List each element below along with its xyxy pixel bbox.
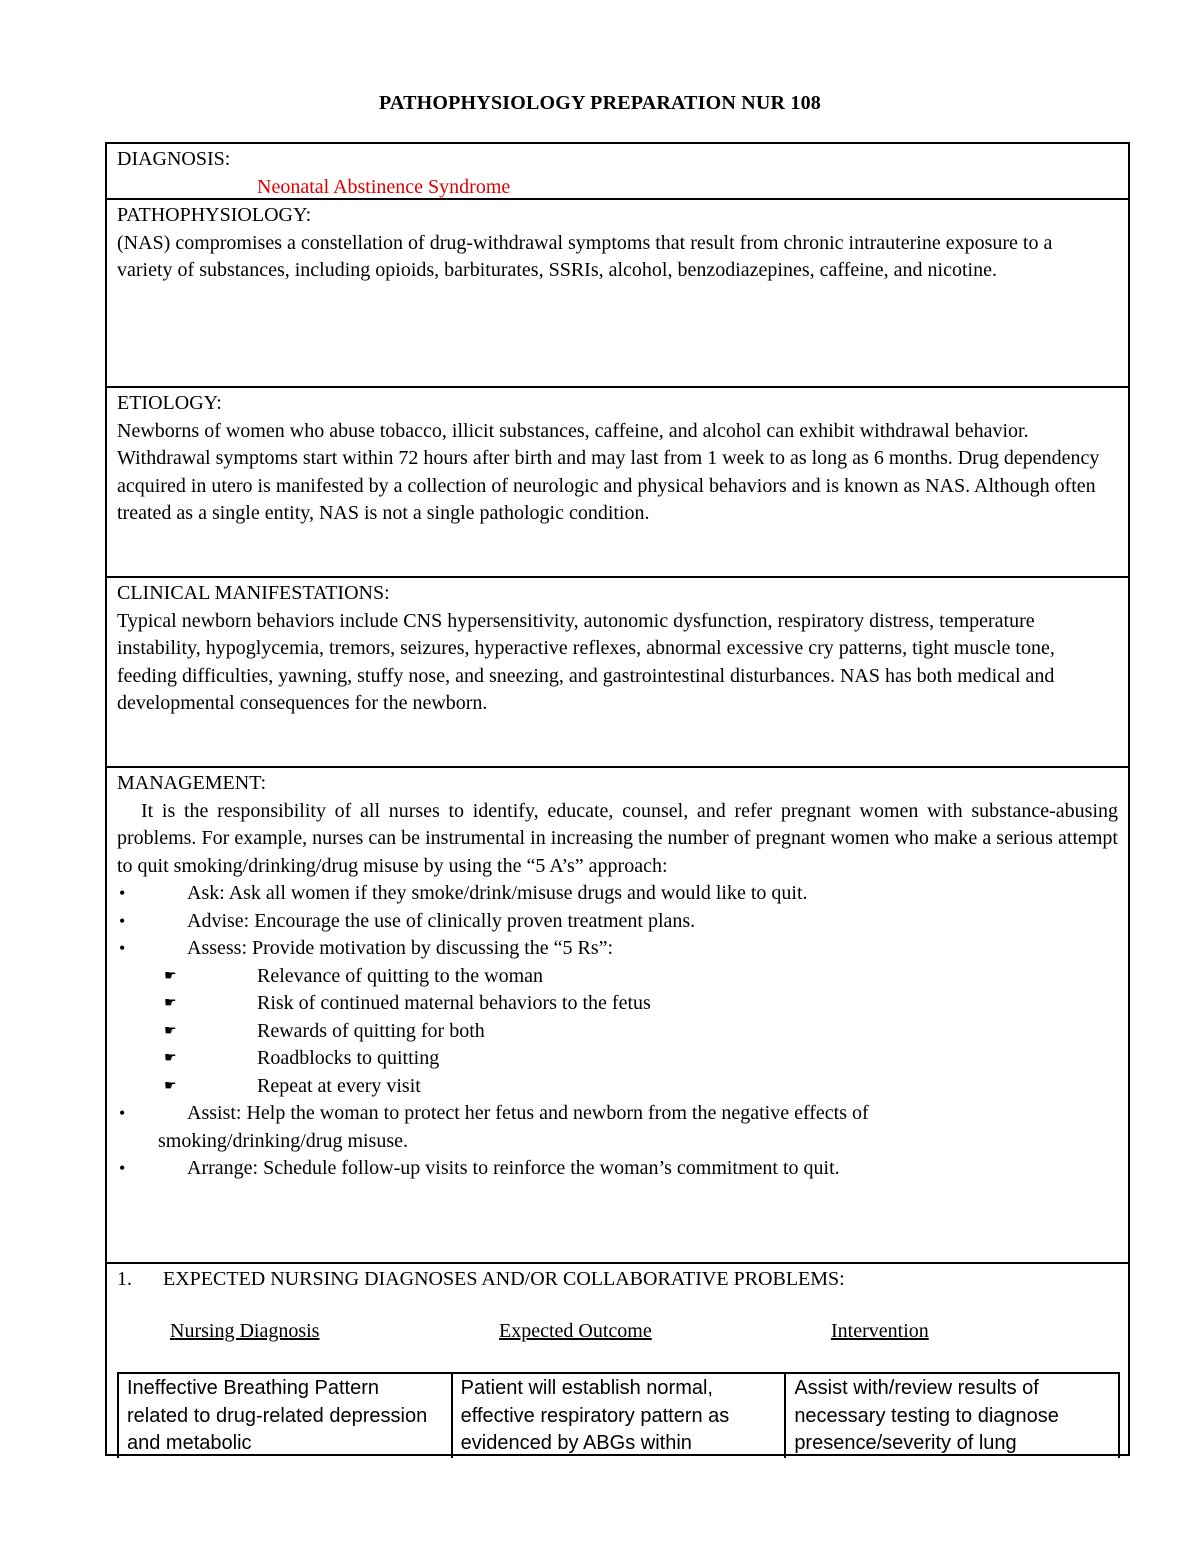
- clinical-manifestations-section: [107, 578, 1128, 768]
- item-word: rrange: [201, 1157, 253, 1179]
- table-row: [118, 1373, 1119, 1458]
- item-text: epeat at every visit: [270, 1074, 421, 1097]
- list-item: [117, 908, 1118, 936]
- five-as-list: [117, 880, 1118, 963]
- item-text: : Ask all women if they smoke/drink/misuse drugs and would like to quit.: [219, 882, 808, 904]
- list-item: [117, 1100, 1118, 1155]
- header-nursing-diagnosis: Nursing Diagnosis: [170, 1319, 320, 1342]
- column-headers: [117, 1318, 1118, 1358]
- item-text: isk of continued maternal behaviors to the fetus: [270, 992, 651, 1014]
- header-intervention: Intervention: [831, 1319, 929, 1342]
- table-cell-diagnosis: Ineffective Breathing Pattern related to drug-related depression and metabolic: [118, 1373, 452, 1458]
- item-initial: R: [257, 964, 271, 987]
- pathophysiology-section: [107, 200, 1128, 388]
- bullet-icon: •: [119, 1103, 126, 1123]
- item-initial: A: [187, 937, 202, 959]
- expected-number: 1.: [117, 1268, 132, 1290]
- etiology-section: [107, 388, 1128, 578]
- item-word: ssist: [201, 1102, 236, 1124]
- item-initial: R: [257, 992, 271, 1014]
- item-initial: R: [257, 1019, 271, 1042]
- management-intro: It is the responsibility of all nurses to identify, educate, counsel, and refer pregnant women with substance-abusing problems. For example, nurses can be instrumental in increasing the number of pregnant women who make a serious attempt to quit smoking/drinking/drug misuse by using the “5 A’s” approach:: [117, 799, 1118, 877]
- preparation-form: [105, 142, 1130, 1456]
- diagnosis-label: DIAGNOSIS:: [117, 148, 231, 170]
- item-word: ssess: [201, 937, 242, 959]
- management-label: MANAGEMENT:: [117, 772, 266, 794]
- page-title: PATHOPHYSIOLOGY PREPARATION NUR 108: [378, 92, 821, 114]
- management-section: [107, 768, 1128, 1264]
- clinical-manifestations-label: CLINICAL MANIFESTATIONS:: [117, 582, 390, 604]
- pathophysiology-label: PATHOPHYSIOLOGY:: [117, 204, 312, 226]
- item-word: sk: [201, 882, 220, 904]
- item-initial: R: [257, 1074, 271, 1097]
- clinical-manifestations-text: Typical newborn behaviors include CNS hypersensitivity, autonomic dysfunction, respiratory distress, temperature instability, hypoglycemia, tremors, seizures, hyperactive reflexes, abnormal excessive cry patterns, tight muscle tone, feeding difficulties, yawning, stuffy nose, and sneezing, and gastrointestinal disturbances. NAS has both medical and developmental consequences for the newborn.: [117, 609, 1055, 714]
- expected-diagnoses-heading: [117, 1266, 1118, 1294]
- item-text: elevance of quitting to the woman: [270, 964, 544, 987]
- bullet-icon: •: [119, 883, 126, 903]
- list-item: [117, 880, 1118, 908]
- item-initial: A: [187, 909, 202, 932]
- list-item: [117, 1045, 1118, 1073]
- bullet-icon: •: [119, 1158, 126, 1178]
- pointing-hand-icon: ☛: [164, 1023, 177, 1039]
- item-initial: A: [187, 882, 202, 904]
- list-item: [117, 935, 1118, 963]
- pointing-hand-icon: ☛: [164, 968, 177, 984]
- pointing-hand-icon: ☛: [164, 996, 177, 1011]
- header-expected-outcome: Expected Outcome: [499, 1319, 652, 1342]
- diagnosis-section: [107, 144, 1128, 200]
- diagnosis-table: [117, 1372, 1120, 1458]
- list-item: [117, 1073, 1118, 1101]
- item-text: : Encourage the use of clinically proven treatment plans.: [243, 909, 696, 932]
- list-item: [117, 1155, 1118, 1183]
- bullet-icon: •: [119, 938, 126, 958]
- item-initial: A: [187, 1102, 202, 1124]
- item-word: dvise: [201, 909, 244, 932]
- diagnosis-value: Neonatal Abstinence Syndrome: [257, 175, 511, 198]
- pointing-hand-icon: ☛: [164, 1078, 177, 1094]
- table-cell-intervention: Assist with/review results of necessary testing to diagnose presence/severity of lung: [785, 1373, 1119, 1458]
- item-text-continued: smoking/drinking/drug misuse.: [158, 1129, 408, 1152]
- table-cell-outcome: Patient will establish normal, effective respiratory pattern as evidenced by ABGs within: [452, 1373, 786, 1458]
- item-text: : Schedule follow-up visits to reinforce the woman’s commitment to quit.: [252, 1157, 840, 1179]
- etiology-text: Newborns of women who abuse tobacco, illicit substances, caffeine, and alcohol can exhibit withdrawal behavior. Withdrawal symptoms start within 72 hours after birth and may last from 1 week to as long as 6 months. Drug dependency acquired in utero is manifested by a collection of neurologic and physical behaviors and is known as NAS. Although often treated as a single entity, NAS is not a single pathologic condition.: [117, 419, 1100, 524]
- list-item: [117, 990, 1118, 1018]
- item-text: : Provide motivation by discussing the “5 Rs”:: [241, 937, 614, 959]
- item-initial: R: [257, 1047, 271, 1069]
- pointing-hand-icon: ☛: [164, 1051, 177, 1066]
- five-rs-list: [117, 963, 1118, 1101]
- expected-label: EXPECTED NURSING DIAGNOSES AND/OR COLLABORATIVE PROBLEMS:: [163, 1268, 845, 1290]
- five-as-list-continued: [117, 1100, 1118, 1183]
- item-text: oadblocks to quitting: [270, 1047, 440, 1069]
- etiology-label: ETIOLOGY:: [117, 392, 222, 414]
- bullet-icon: •: [119, 910, 126, 931]
- list-item: [117, 963, 1118, 991]
- expected-diagnoses-section: [107, 1264, 1128, 1456]
- item-initial: A: [187, 1157, 202, 1179]
- list-item: [117, 1018, 1118, 1046]
- item-text: : Help the woman to protect her fetus and newborn from the negative effects of: [235, 1102, 869, 1124]
- item-text: ewards of quitting for both: [270, 1019, 485, 1042]
- pathophysiology-text: (NAS) compromises a constellation of drug-withdrawal symptoms that result from chronic intrauterine exposure to a variety of substances, including opioids, barbiturates, SSRIs, alcohol, benzodiazepines, caffeine, and nicotine.: [117, 231, 1053, 281]
